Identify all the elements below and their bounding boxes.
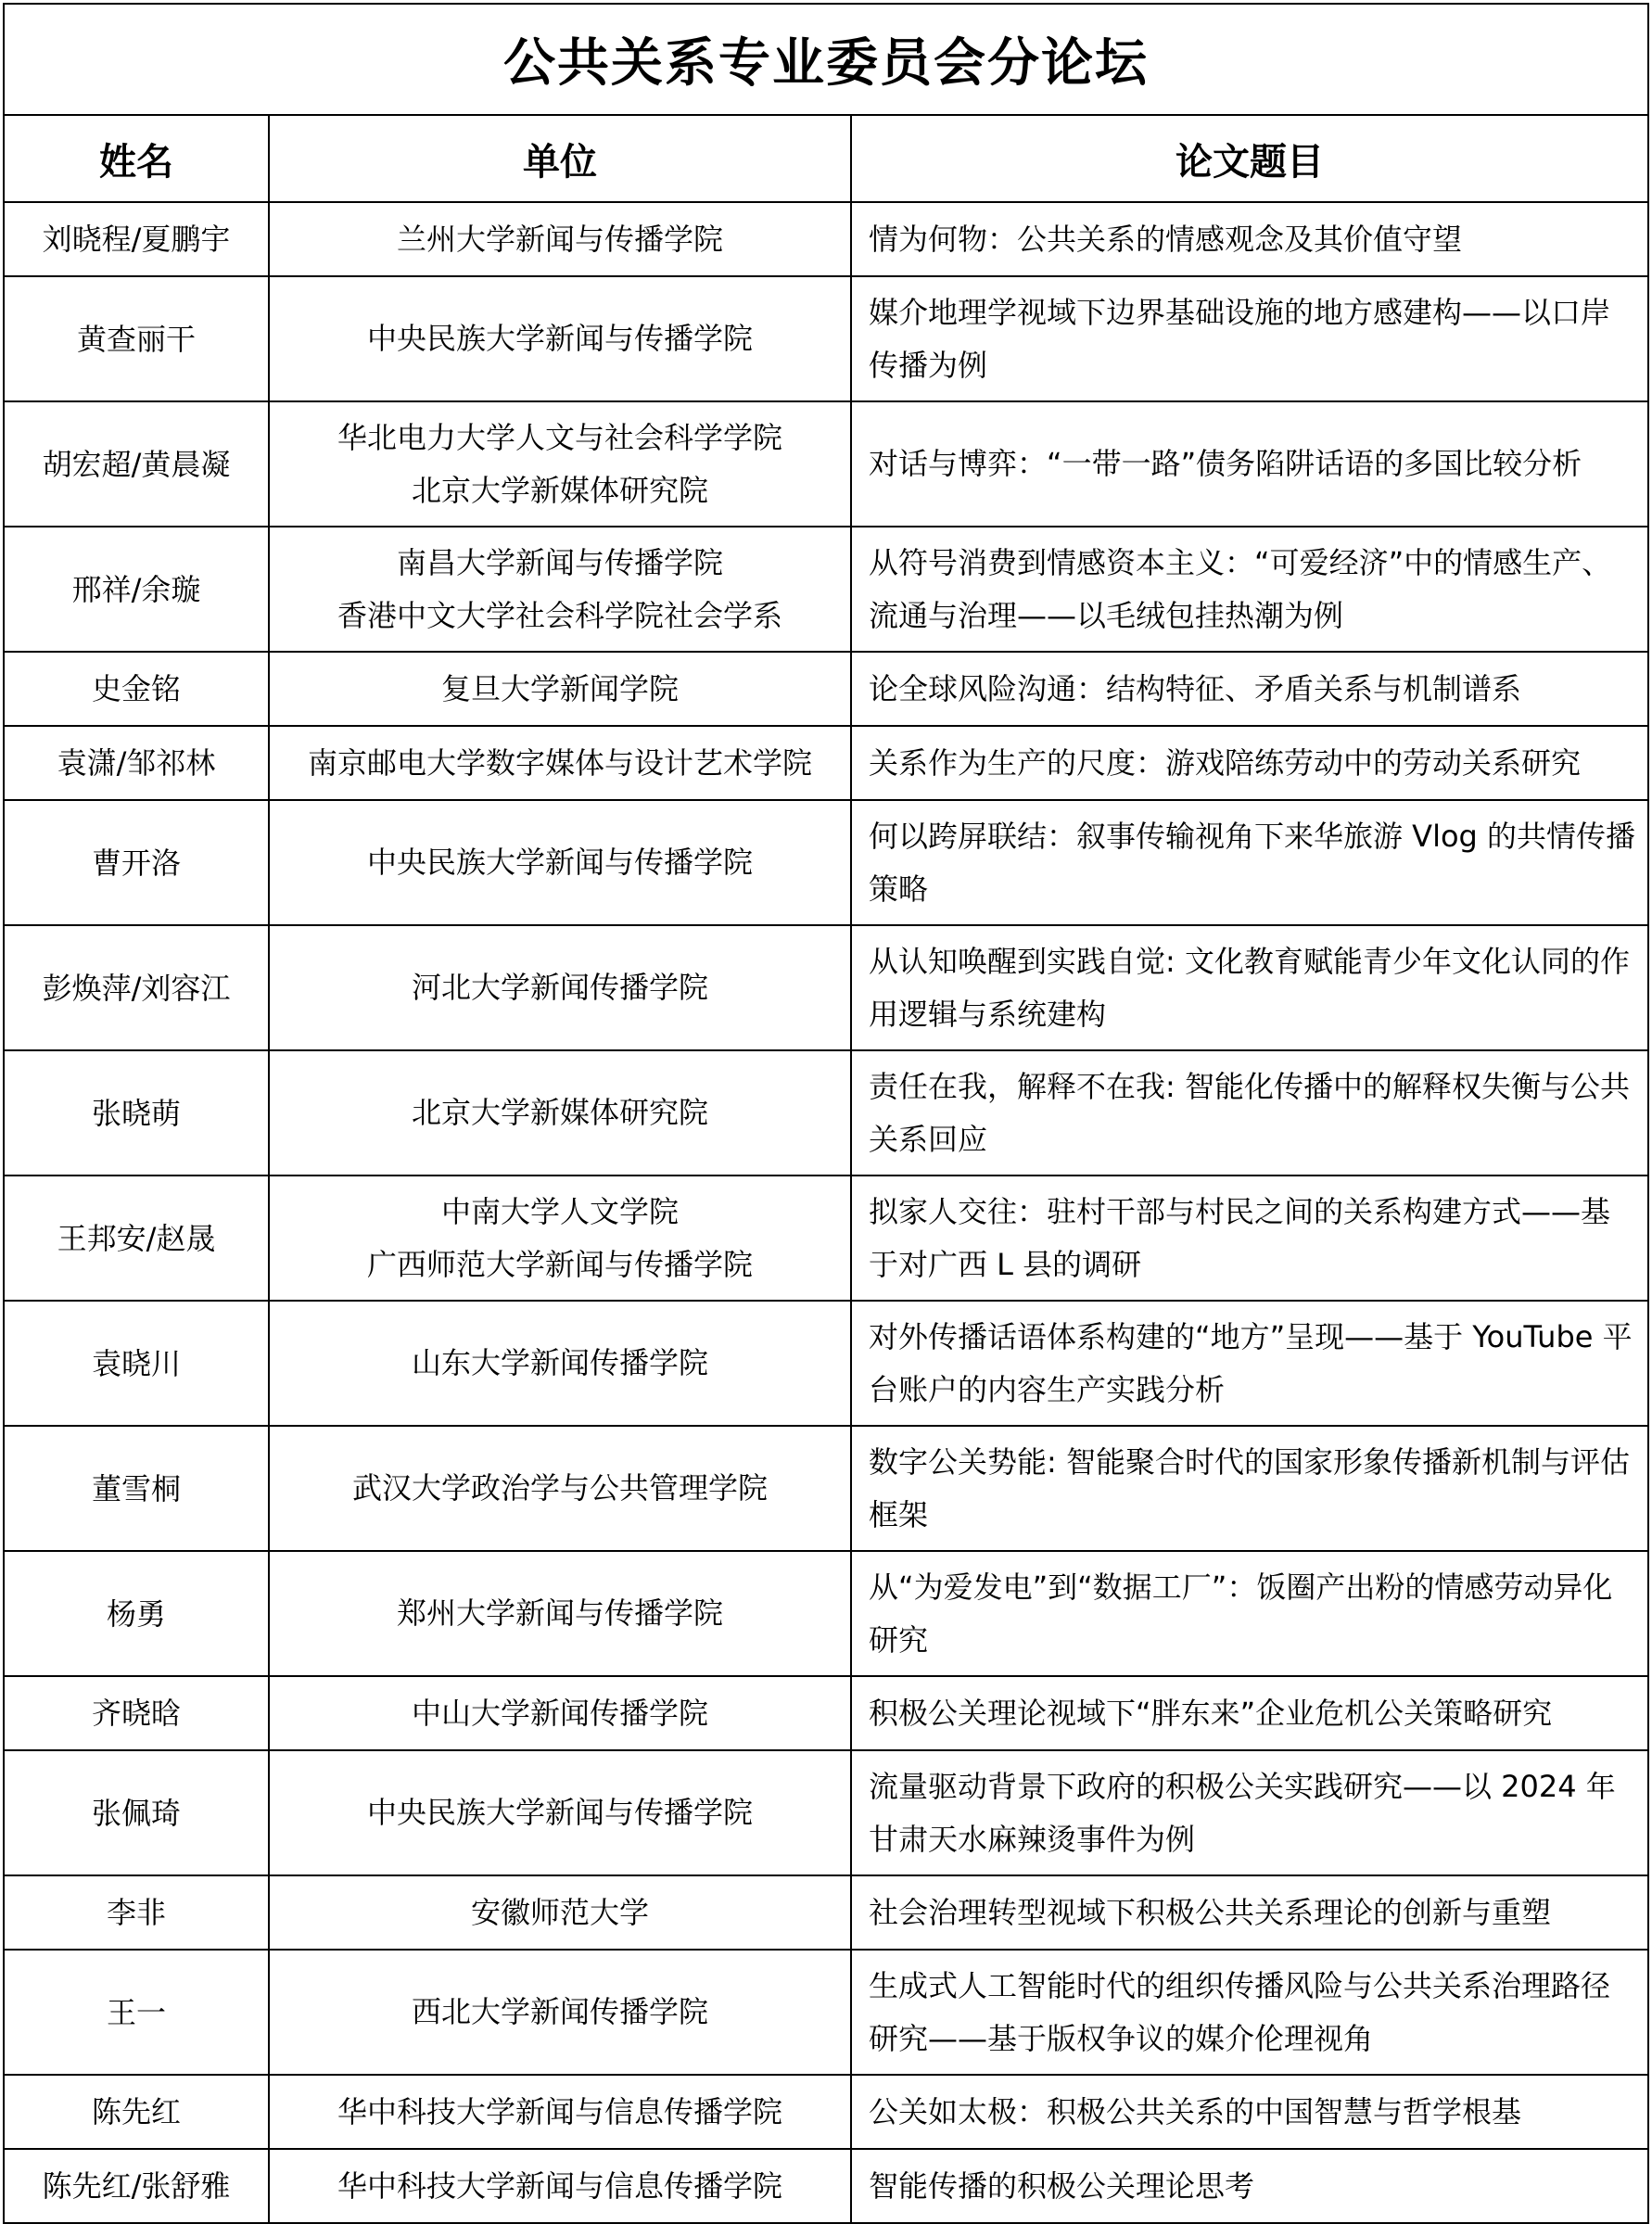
affiliation-line: 广西师范大学新闻与传播学院: [366, 1246, 753, 1282]
table-row: [4, 1950, 1648, 2075]
paper-topic: 责任在我，解释不在我: 智能化传播中的解释权失衡与公共关系回应: [851, 1050, 1648, 1176]
affiliation: [269, 1050, 851, 1176]
author-name: 张晓萌: [4, 1050, 269, 1176]
affiliation: [269, 1875, 851, 1950]
author-name: 王一: [4, 1950, 269, 2075]
author-name: 陈先红: [4, 2075, 269, 2149]
affiliation-line: 中央民族大学新闻与传播学院: [366, 1795, 753, 1830]
affiliation-line: 中山大学新闻传播学院: [411, 1695, 708, 1731]
page-title: 公共关系专业委员会分论坛: [4, 4, 1648, 115]
author-name: 李非: [4, 1875, 269, 1950]
paper-topic: 对外传播话语体系构建的“地方”呈现——基于 YouTube 平台账户的内容生产实践分析: [851, 1301, 1648, 1426]
affiliation-line: 复旦大学新闻学院: [440, 670, 679, 706]
author-name: 彭焕萍/刘容江: [4, 925, 269, 1050]
author-name: 杨勇: [4, 1551, 269, 1676]
affiliation-line: 郑州大学新闻与传播学院: [396, 1595, 723, 1631]
paper-topic: 关系作为生产的尺度：游戏陪练劳动中的劳动关系研究: [851, 726, 1648, 800]
paper-topic: 智能传播的积极公关理论思考: [851, 2149, 1648, 2223]
affiliation: [269, 276, 851, 401]
affiliation-line: 香港中文大学社会科学院社会学系: [337, 597, 782, 633]
paper-topic: 社会治理转型视域下积极公共关系理论的创新与重塑: [851, 1875, 1648, 1950]
author-name: 陈先红/张舒雅: [4, 2149, 269, 2223]
table-row: [4, 1750, 1648, 1875]
affiliation-line: 安徽师范大学: [470, 1894, 649, 1930]
author-name: 刘晓程/夏鹏宇: [4, 202, 269, 276]
table-row: [4, 1875, 1648, 1950]
table-row: [4, 1050, 1648, 1176]
affiliation: [269, 1426, 851, 1551]
affiliation-line: 华北电力大学人文与社会科学学院: [337, 419, 782, 455]
paper-topic: 对话与博弈：“一带一路”债务陷阱话语的多国比较分析: [851, 401, 1648, 527]
affiliation-line: 华中科技大学新闻与信息传播学院: [337, 2167, 782, 2204]
affiliation-line: 兰州大学新闻与传播学院: [396, 221, 723, 257]
affiliation: [269, 527, 851, 652]
affiliation: [269, 1750, 851, 1875]
column-header-topic: 论文题目: [851, 115, 1648, 202]
header-row: [4, 115, 1648, 202]
affiliation-line: 山东大学新闻传播学院: [411, 1345, 708, 1380]
table-row: [4, 652, 1648, 726]
affiliation: [269, 1301, 851, 1426]
paper-topic: 生成式人工智能时代的组织传播风险与公共关系治理路径研究——基于版权争议的媒介伦理视角: [851, 1950, 1648, 2075]
paper-topic: 何以跨屏联结：叙事传输视角下来华旅游 Vlog 的共情传播策略: [851, 800, 1648, 925]
affiliation: [269, 652, 851, 726]
table-row: [4, 800, 1648, 925]
paper-topic: 媒介地理学视域下边界基础设施的地方感建构——以口岸传播为例: [851, 276, 1648, 401]
affiliation-line: 河北大学新闻传播学院: [411, 970, 708, 1005]
affiliation: [269, 1676, 851, 1750]
affiliation-line: 中央民族大学新闻与传播学院: [366, 321, 753, 356]
affiliation: [269, 2149, 851, 2223]
paper-topic: 情为何物：公共关系的情感观念及其价值守望: [851, 202, 1648, 276]
table-row: [4, 925, 1648, 1050]
affiliation-line: 南京邮电大学数字媒体与设计艺术学院: [307, 744, 812, 781]
paper-topic: 论全球风险沟通：结构特征、矛盾关系与机制谱系: [851, 652, 1648, 726]
paper-topic: 从“为爱发电”到“数据工厂”：饭圈产出粉的情感劳动异化研究: [851, 1551, 1648, 1676]
author-name: 张佩琦: [4, 1750, 269, 1875]
title-row: [4, 4, 1648, 115]
author-name: 史金铭: [4, 652, 269, 726]
affiliation: [269, 726, 851, 800]
table-row: [4, 1176, 1648, 1301]
table-row: [4, 1426, 1648, 1551]
forum-document: [3, 3, 1647, 2210]
affiliation-line: 华中科技大学新闻与信息传播学院: [337, 2093, 782, 2129]
table-row: [4, 726, 1648, 800]
affiliation-line: 中南大学人文学院: [440, 1193, 679, 1229]
affiliation: [269, 1176, 851, 1301]
table-row: [4, 527, 1648, 652]
affiliation-line: 中央民族大学新闻与传播学院: [366, 845, 753, 880]
author-name: 齐晓晗: [4, 1676, 269, 1750]
paper-topic: 从认知唤醒到实践自觉: 文化教育赋能青少年文化认同的作用逻辑与系统建构: [851, 925, 1648, 1050]
affiliation: [269, 925, 851, 1050]
author-name: 黄查丽干: [4, 276, 269, 401]
paper-topic: 流量驱动背景下政府的积极公关实践研究——以 2024 年甘肃天水麻辣烫事件为例: [851, 1750, 1648, 1875]
author-name: 袁潇/邹祁林: [4, 726, 269, 800]
affiliation: [269, 2075, 851, 2149]
author-name: 袁晓川: [4, 1301, 269, 1426]
affiliation-line: 西北大学新闻传播学院: [411, 1994, 708, 2029]
affiliation: [269, 1551, 851, 1676]
table-row: [4, 1301, 1648, 1426]
table-row: [4, 202, 1648, 276]
paper-topic: 积极公关理论视域下“胖东来”企业危机公关策略研究: [851, 1676, 1648, 1750]
paper-topic: 数字公关势能: 智能聚合时代的国家形象传播新机制与评估框架: [851, 1426, 1648, 1551]
author-name: 曹开洛: [4, 800, 269, 925]
affiliation-line: 北京大学新媒体研究院: [411, 472, 708, 508]
table-row: [4, 401, 1648, 527]
table-row: [4, 1551, 1648, 1676]
paper-topic: 拟家人交往：驻村干部与村民之间的关系构建方式——基于对广西 L 县的调研: [851, 1176, 1648, 1301]
author-name: 胡宏超/黄晨凝: [4, 401, 269, 527]
author-name: 董雪桐: [4, 1426, 269, 1551]
table-row: [4, 1676, 1648, 1750]
affiliation: [269, 800, 851, 925]
table-row: [4, 276, 1648, 401]
affiliation-line: 武汉大学政治学与公共管理学院: [351, 1470, 768, 1506]
affiliation: [269, 1950, 851, 2075]
column-header-unit: 单位: [269, 115, 851, 202]
author-name: 王邦安/赵晟: [4, 1176, 269, 1301]
table-row: [4, 2149, 1648, 2223]
affiliation: [269, 202, 851, 276]
paper-table: [3, 3, 1649, 2224]
affiliation: [269, 401, 851, 527]
affiliation-line: 南昌大学新闻与传播学院: [396, 544, 723, 580]
table-row: [4, 2075, 1648, 2149]
affiliation-line: 北京大学新媒体研究院: [411, 1095, 708, 1130]
paper-topic: 从符号消费到情感资本主义：“可爱经济”中的情感生产、流通与治理——以毛绒包挂热潮为例: [851, 527, 1648, 652]
paper-topic: 公关如太极：积极公共关系的中国智慧与哲学根基: [851, 2075, 1648, 2149]
author-name: 邢祥/余璇: [4, 527, 269, 652]
column-header-name: 姓名: [4, 115, 269, 202]
